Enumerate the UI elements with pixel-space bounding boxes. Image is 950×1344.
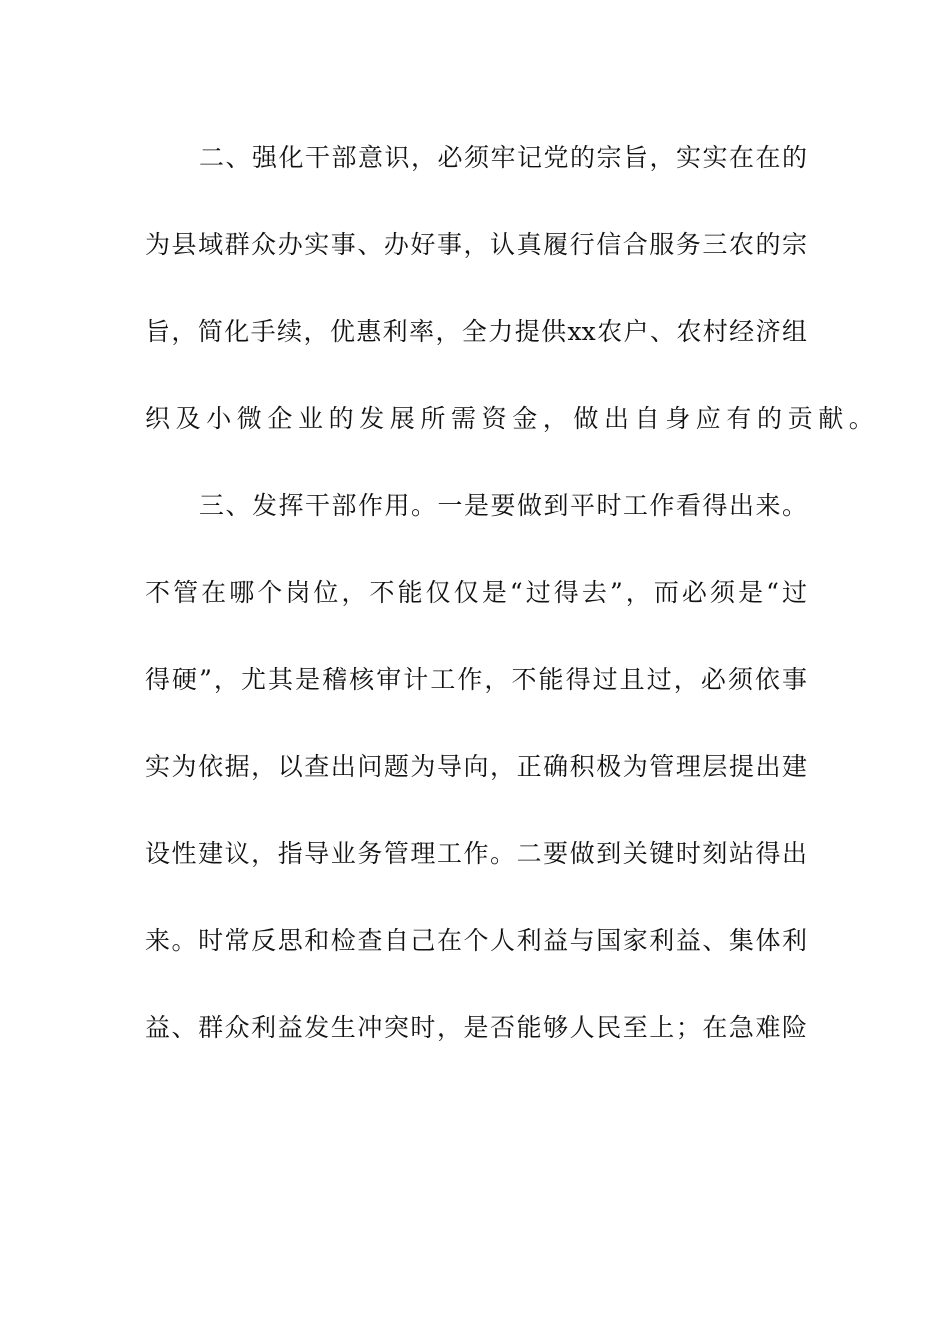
paragraph-2-line-1: 二、强化干部意识，必须牢记党的宗旨，实实在在的	[199, 143, 807, 172]
paragraph-2-line-2: 为县域群众办实事、办好事，认真履行信合服务三农的宗	[145, 230, 807, 259]
paragraph-3-line-7: 益、群众利益发生冲突时，是否能够人民至上；在急难险	[145, 1013, 807, 1042]
paragraph-3-line-1: 三、发挥干部作用。一是要做到平时工作看得出来。	[199, 491, 807, 520]
paragraph-2-line-3: 旨，简化手续，优惠利率，全力提供xx农户、农村经济组	[145, 317, 807, 346]
paragraph-3-line-4: 实为依据，以查出问题为导向，正确积极为管理层提出建	[145, 752, 807, 781]
paragraph-2-line-4: 织及小微企业的发展所需资金，做出自身应有的贡献。	[145, 404, 880, 433]
paragraph-3-line-6: 来。时常反思和检查自己在个人利益与国家利益、集体利	[145, 926, 807, 955]
paragraph-3-line-5: 设性建议，指导业务管理工作。二要做到关键时刻站得出	[145, 839, 807, 868]
paragraph-3-line-3: 得硬”，尤其是稽核审计工作，不能得过且过，必须依事	[145, 665, 807, 694]
paragraph-3-line-2: 不管在哪个岗位，不能仅仅是“过得去”，而必须是“过	[145, 578, 807, 607]
